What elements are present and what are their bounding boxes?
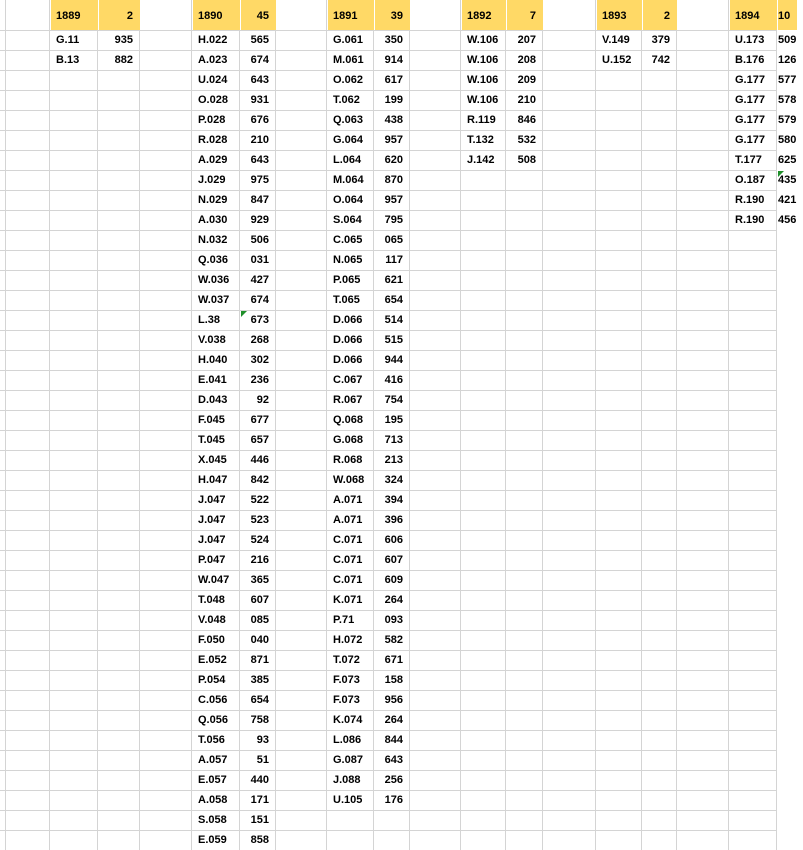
- code-cell[interactable]: L.064: [333, 154, 362, 166]
- grid-column-line: [595, 0, 596, 850]
- code-cell[interactable]: B.13: [56, 54, 80, 66]
- value-cell[interactable]: 522: [250, 494, 269, 506]
- value-cell[interactable]: 654: [250, 694, 269, 706]
- code-cell[interactable]: T.177: [735, 154, 762, 166]
- code-cell[interactable]: A.071: [333, 514, 363, 526]
- value-cell[interactable]: 842: [250, 474, 269, 486]
- value-cell[interactable]: 171: [250, 794, 269, 806]
- code-cell[interactable]: T.065: [333, 294, 360, 306]
- code-cell[interactable]: U.105: [333, 794, 363, 806]
- code-cell[interactable]: O.064: [333, 194, 363, 206]
- value-cell[interactable]: 580: [778, 134, 797, 146]
- code-cell[interactable]: W.106: [467, 54, 499, 66]
- code-cell[interactable]: R.190: [735, 214, 765, 226]
- value-cell[interactable]: 858: [250, 834, 269, 846]
- count-header-cell[interactable]: 7: [507, 0, 543, 30]
- value-cell[interactable]: 324: [384, 474, 403, 486]
- value-cell[interactable]: 617: [384, 74, 403, 86]
- error-indicator-icon: [241, 311, 247, 317]
- value-cell[interactable]: 396: [384, 514, 403, 526]
- value-cell[interactable]: 565: [250, 34, 269, 46]
- value-cell[interactable]: 742: [651, 54, 670, 66]
- value-cell[interactable]: 427: [250, 274, 269, 286]
- code-cell[interactable]: W.047: [198, 574, 230, 586]
- code-cell[interactable]: T.045: [198, 434, 225, 446]
- value-cell[interactable]: 870: [384, 174, 403, 186]
- code-cell[interactable]: D.043: [198, 394, 228, 406]
- value-cell[interactable]: 350: [384, 34, 403, 46]
- year-header-cell[interactable]: 1893: [597, 0, 642, 30]
- value-cell[interactable]: 446: [250, 454, 269, 466]
- value-cell[interactable]: 93: [256, 734, 269, 746]
- grid-column-line: [5, 0, 6, 850]
- value-cell[interactable]: 654: [384, 294, 403, 306]
- code-cell[interactable]: W.037: [198, 294, 230, 306]
- code-cell[interactable]: P.054: [198, 674, 226, 686]
- code-cell[interactable]: R.067: [333, 394, 363, 406]
- code-cell[interactable]: V.038: [198, 334, 226, 346]
- value-cell[interactable]: 674: [250, 294, 269, 306]
- value-cell[interactable]: 671: [384, 654, 403, 666]
- value-cell[interactable]: 676: [250, 114, 269, 126]
- grid-column-line: [728, 0, 729, 850]
- code-cell[interactable]: A.058: [198, 794, 228, 806]
- code-cell[interactable]: Q.056: [198, 714, 228, 726]
- code-cell[interactable]: J.047: [198, 534, 226, 546]
- value-cell[interactable]: 199: [384, 94, 403, 106]
- code-cell[interactable]: E.059: [198, 834, 227, 846]
- code-cell[interactable]: G.11: [56, 34, 80, 46]
- code-cell[interactable]: A.071: [333, 494, 363, 506]
- code-cell[interactable]: J.142: [467, 154, 495, 166]
- value-cell[interactable]: 579: [778, 114, 797, 126]
- grid-row-line: [0, 810, 777, 811]
- grid-column-line: [191, 0, 192, 850]
- code-cell[interactable]: S.064: [333, 214, 362, 226]
- value-cell[interactable]: 506: [250, 234, 269, 246]
- code-cell[interactable]: C.071: [333, 534, 363, 546]
- code-cell[interactable]: H.022: [198, 34, 228, 46]
- value-cell[interactable]: 126: [778, 54, 797, 66]
- code-cell[interactable]: W.106: [467, 94, 499, 106]
- value-cell[interactable]: 657: [250, 434, 269, 446]
- code-cell[interactable]: O.062: [333, 74, 363, 86]
- count-header-cell[interactable]: 45: [241, 0, 276, 30]
- value-cell[interactable]: 795: [384, 214, 403, 226]
- code-cell[interactable]: A.057: [198, 754, 228, 766]
- code-cell[interactable]: G.068: [333, 434, 363, 446]
- value-cell[interactable]: 208: [517, 54, 536, 66]
- value-cell[interactable]: 871: [250, 654, 269, 666]
- value-cell[interactable]: 365: [250, 574, 269, 586]
- code-cell[interactable]: G.177: [735, 74, 765, 86]
- code-cell[interactable]: C.065: [333, 234, 363, 246]
- value-cell[interactable]: 606: [384, 534, 403, 546]
- value-cell[interactable]: 758: [250, 714, 269, 726]
- code-cell[interactable]: D.066: [333, 314, 363, 326]
- code-cell[interactable]: G.061: [333, 34, 363, 46]
- grid-column-line: [49, 0, 50, 850]
- value-cell[interactable]: 931: [250, 94, 269, 106]
- code-cell[interactable]: H.040: [198, 354, 228, 366]
- code-cell[interactable]: K.071: [333, 594, 363, 606]
- code-cell[interactable]: L.38: [198, 314, 221, 326]
- value-cell[interactable]: 621: [384, 274, 403, 286]
- code-cell[interactable]: G.064: [333, 134, 363, 146]
- code-cell[interactable]: J.047: [198, 514, 226, 526]
- value-cell[interactable]: 435: [778, 174, 797, 186]
- code-cell[interactable]: W.106: [467, 34, 499, 46]
- value-cell[interactable]: 643: [250, 74, 269, 86]
- code-cell[interactable]: V.149: [602, 34, 630, 46]
- count-header-cell[interactable]: 39: [375, 0, 410, 30]
- code-cell[interactable]: H.072: [333, 634, 363, 646]
- code-cell[interactable]: W.106: [467, 74, 499, 86]
- value-cell[interactable]: 210: [250, 134, 269, 146]
- code-cell[interactable]: W.068: [333, 474, 365, 486]
- code-cell[interactable]: F.045: [198, 414, 225, 426]
- year-header-cell[interactable]: 1890: [193, 0, 240, 30]
- value-cell[interactable]: 957: [384, 194, 403, 206]
- year-header-cell[interactable]: 1892: [462, 0, 506, 30]
- value-cell[interactable]: 440: [250, 774, 269, 786]
- value-cell[interactable]: 577: [778, 74, 797, 86]
- code-cell[interactable]: M.061: [333, 54, 364, 66]
- value-cell[interactable]: 209: [517, 74, 536, 86]
- code-cell[interactable]: P.047: [198, 554, 226, 566]
- code-cell[interactable]: P.71: [333, 614, 355, 626]
- value-cell[interactable]: 158: [384, 674, 403, 686]
- value-cell[interactable]: 509: [778, 34, 797, 46]
- value-cell[interactable]: 607: [250, 594, 269, 606]
- value-cell[interactable]: 957: [384, 134, 403, 146]
- value-cell[interactable]: 210: [517, 94, 536, 106]
- code-cell[interactable]: A.029: [198, 154, 228, 166]
- code-cell[interactable]: C.071: [333, 574, 363, 586]
- value-cell[interactable]: 421: [778, 194, 797, 206]
- code-cell[interactable]: C.056: [198, 694, 228, 706]
- code-cell[interactable]: O.028: [198, 94, 228, 106]
- error-indicator-icon: [778, 171, 784, 177]
- code-cell[interactable]: Q.068: [333, 414, 363, 426]
- value-cell[interactable]: 51: [256, 754, 269, 766]
- grid-column-line: [97, 0, 98, 850]
- value-cell[interactable]: 92: [256, 394, 269, 406]
- code-cell[interactable]: C.071: [333, 554, 363, 566]
- count-header-cell[interactable]: 10: [778, 0, 797, 30]
- code-cell[interactable]: R.190: [735, 194, 765, 206]
- value-cell[interactable]: 385: [250, 674, 269, 686]
- value-cell[interactable]: 031: [250, 254, 269, 266]
- code-cell[interactable]: T.072: [333, 654, 360, 666]
- count-header-cell[interactable]: 2: [643, 0, 677, 30]
- code-cell[interactable]: D.066: [333, 334, 363, 346]
- value-cell[interactable]: 151: [250, 814, 269, 826]
- code-cell[interactable]: J.047: [198, 494, 226, 506]
- value-cell[interactable]: 582: [384, 634, 403, 646]
- code-cell[interactable]: T.132: [467, 134, 494, 146]
- value-cell[interactable]: 302: [250, 354, 269, 366]
- grid-column-line: [139, 0, 140, 850]
- code-cell[interactable]: Q.036: [198, 254, 228, 266]
- value-cell[interactable]: 216: [250, 554, 269, 566]
- value-cell[interactable]: 394: [384, 494, 403, 506]
- value-cell[interactable]: 956: [384, 694, 403, 706]
- grid-column-line: [460, 0, 461, 850]
- value-cell[interactable]: 847: [250, 194, 269, 206]
- value-cell[interactable]: 643: [384, 754, 403, 766]
- code-cell[interactable]: P.028: [198, 114, 226, 126]
- value-cell[interactable]: 713: [384, 434, 403, 446]
- value-cell[interactable]: 207: [517, 34, 536, 46]
- value-cell[interactable]: 213: [384, 454, 403, 466]
- year-header-cell[interactable]: 1891: [328, 0, 374, 30]
- code-cell[interactable]: R.028: [198, 134, 228, 146]
- code-cell[interactable]: E.052: [198, 654, 227, 666]
- grid-row-line: [0, 830, 777, 831]
- code-cell[interactable]: U.024: [198, 74, 228, 86]
- code-cell[interactable]: N.029: [198, 194, 228, 206]
- value-cell[interactable]: 914: [384, 54, 403, 66]
- code-cell[interactable]: E.041: [198, 374, 227, 386]
- value-cell[interactable]: 085: [250, 614, 269, 626]
- code-cell[interactable]: J.088: [333, 774, 361, 786]
- code-cell[interactable]: K.074: [333, 714, 363, 726]
- value-cell[interactable]: 195: [384, 414, 403, 426]
- code-cell[interactable]: T.056: [198, 734, 225, 746]
- value-cell[interactable]: 523: [250, 514, 269, 526]
- code-cell[interactable]: U.152: [602, 54, 632, 66]
- code-cell[interactable]: H.047: [198, 474, 228, 486]
- code-cell[interactable]: R.068: [333, 454, 363, 466]
- code-cell[interactable]: L.086: [333, 734, 362, 746]
- value-cell[interactable]: 578: [778, 94, 797, 106]
- value-cell[interactable]: 882: [114, 54, 133, 66]
- code-cell[interactable]: S.058: [198, 814, 227, 826]
- value-cell[interactable]: 514: [384, 314, 403, 326]
- code-cell[interactable]: V.048: [198, 614, 226, 626]
- value-cell[interactable]: 264: [384, 594, 403, 606]
- code-cell[interactable]: E.057: [198, 774, 227, 786]
- value-cell[interactable]: 236: [250, 374, 269, 386]
- value-cell[interactable]: 929: [250, 214, 269, 226]
- code-cell[interactable]: G.177: [735, 114, 765, 126]
- value-cell[interactable]: 625: [778, 154, 797, 166]
- value-cell[interactable]: 524: [250, 534, 269, 546]
- code-cell[interactable]: C.067: [333, 374, 363, 386]
- value-cell[interactable]: 674: [250, 54, 269, 66]
- code-cell[interactable]: P.065: [333, 274, 361, 286]
- value-cell[interactable]: 515: [384, 334, 403, 346]
- value-cell[interactable]: 677: [250, 414, 269, 426]
- value-cell[interactable]: 607: [384, 554, 403, 566]
- code-cell[interactable]: J.029: [198, 174, 226, 186]
- value-cell[interactable]: 620: [384, 154, 403, 166]
- value-cell[interactable]: 532: [517, 134, 536, 146]
- value-cell[interactable]: 176: [384, 794, 403, 806]
- value-cell[interactable]: 508: [517, 154, 536, 166]
- value-cell[interactable]: 379: [651, 34, 670, 46]
- year-header-cell[interactable]: 1894: [730, 0, 777, 30]
- code-cell[interactable]: D.066: [333, 354, 363, 366]
- code-cell[interactable]: N.032: [198, 234, 228, 246]
- code-cell[interactable]: Q.063: [333, 114, 363, 126]
- code-cell[interactable]: T.048: [198, 594, 225, 606]
- value-cell[interactable]: 093: [384, 614, 403, 626]
- value-cell[interactable]: 256: [384, 774, 403, 786]
- code-cell[interactable]: A.030: [198, 214, 228, 226]
- code-cell[interactable]: F.073: [333, 674, 360, 686]
- grid-column-line: [641, 0, 642, 850]
- count-header-cell[interactable]: 2: [99, 0, 140, 30]
- value-cell[interactable]: 673: [250, 314, 269, 326]
- code-cell[interactable]: O.187: [735, 174, 765, 186]
- code-cell[interactable]: W.036: [198, 274, 230, 286]
- value-cell[interactable]: 643: [250, 154, 269, 166]
- value-cell[interactable]: 268: [250, 334, 269, 346]
- value-cell[interactable]: 609: [384, 574, 403, 586]
- year-header-cell[interactable]: 1889: [51, 0, 98, 30]
- value-cell[interactable]: 754: [384, 394, 403, 406]
- grid-column-line: [676, 0, 677, 850]
- value-cell[interactable]: 935: [114, 34, 133, 46]
- code-cell[interactable]: G.177: [735, 134, 765, 146]
- value-cell[interactable]: 438: [384, 114, 403, 126]
- value-cell[interactable]: 844: [384, 734, 403, 746]
- value-cell[interactable]: 264: [384, 714, 403, 726]
- value-cell[interactable]: 456: [778, 214, 797, 226]
- code-cell[interactable]: G.087: [333, 754, 363, 766]
- code-cell[interactable]: X.045: [198, 454, 227, 466]
- code-cell[interactable]: M.064: [333, 174, 364, 186]
- code-cell[interactable]: N.065: [333, 254, 363, 266]
- code-cell[interactable]: F.073: [333, 694, 360, 706]
- code-cell[interactable]: F.050: [198, 634, 225, 646]
- code-cell[interactable]: R.119: [467, 114, 496, 126]
- code-cell[interactable]: T.062: [333, 94, 360, 106]
- value-cell[interactable]: 117: [385, 254, 403, 266]
- code-cell[interactable]: A.023: [198, 54, 228, 66]
- grid-column-line: [326, 0, 327, 850]
- value-cell[interactable]: 944: [384, 354, 403, 366]
- code-cell[interactable]: G.177: [735, 94, 765, 106]
- value-cell[interactable]: 416: [384, 374, 403, 386]
- code-cell[interactable]: U.173: [735, 34, 765, 46]
- code-cell[interactable]: B.176: [735, 54, 765, 66]
- value-cell[interactable]: 975: [250, 174, 269, 186]
- value-cell[interactable]: 065: [384, 234, 403, 246]
- value-cell[interactable]: 846: [517, 114, 536, 126]
- value-cell[interactable]: 040: [250, 634, 269, 646]
